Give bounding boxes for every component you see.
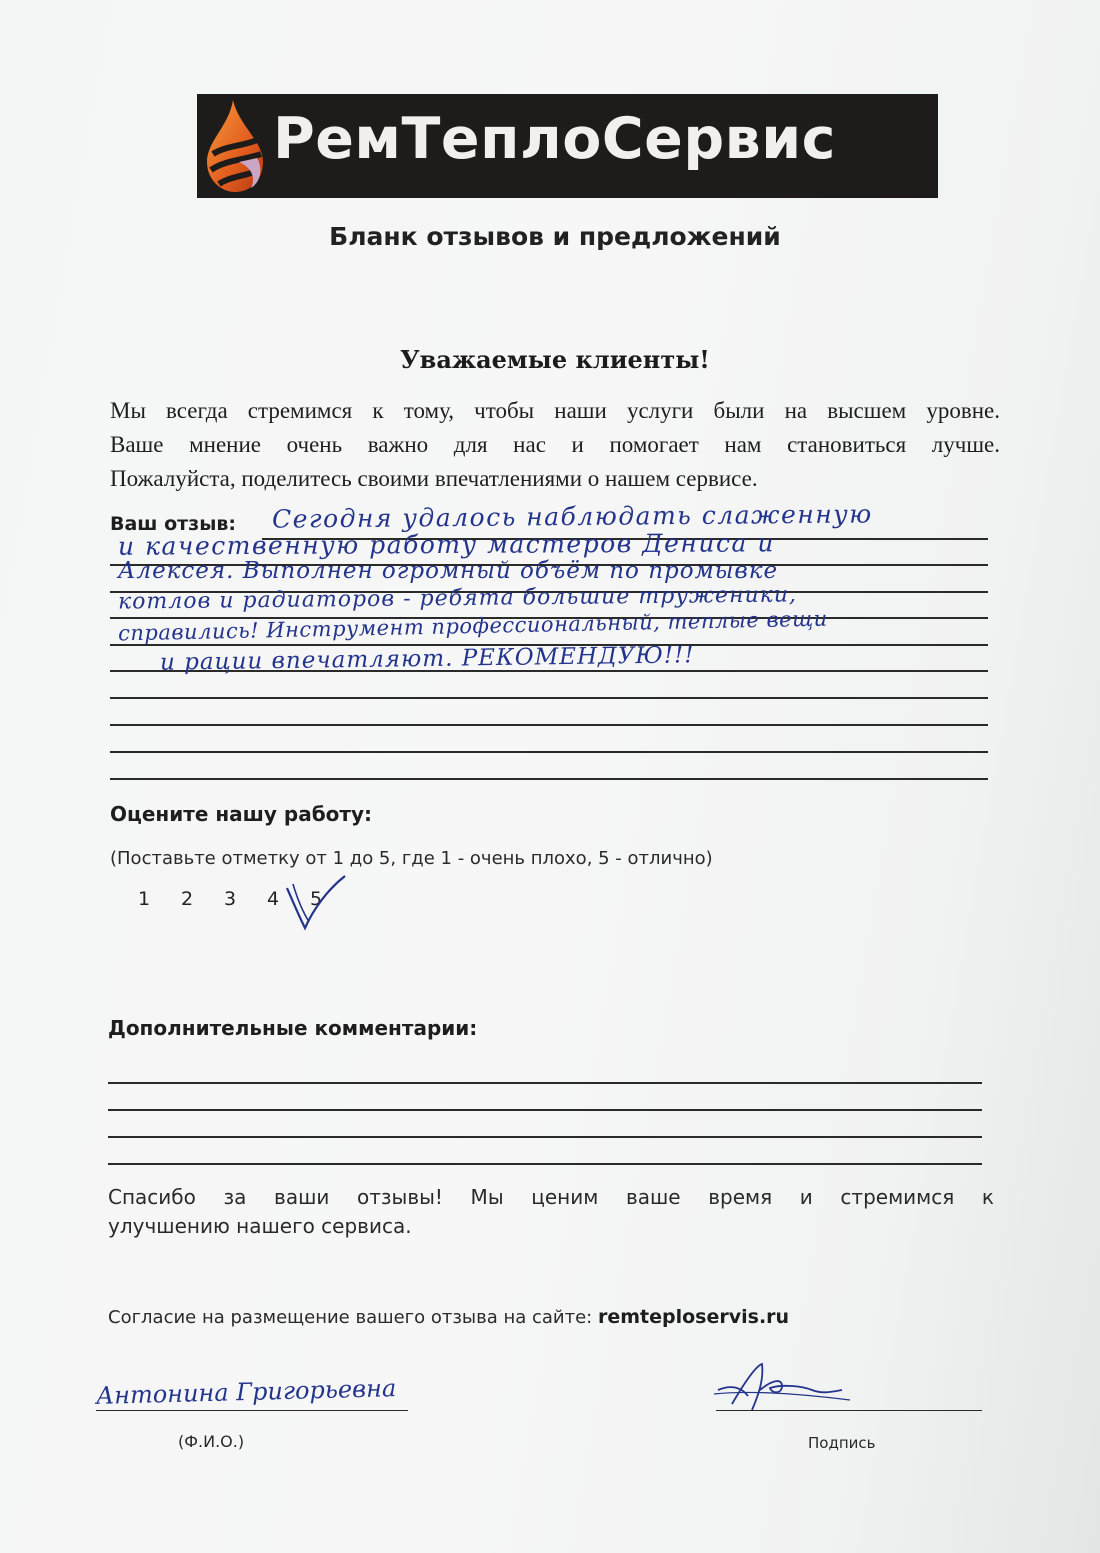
rating-hint: (Поставьте отметку от 1 до 5, где 1 - очень плохо, 5 - отлично) [110,848,713,869]
handwritten-review-line: и рации впечатляют. РЕКОМЕНДУЮ!!! [159,642,695,676]
thanks-line-2: улучшению нашего сервиса. [108,1214,412,1238]
comment-line-4 [108,1163,982,1165]
review-label: Ваш отзыв: [110,513,237,535]
rating-option-3[interactable]: 3 [224,888,237,910]
comments-title: Дополнительные комментарии: [108,1016,478,1040]
comment-line-2 [108,1109,982,1111]
intro-line-3: Пожалуйста, поделитесь своими впечатлениями о нашем сервисе. [110,466,758,491]
flame-drop-icon [199,96,269,196]
handwritten-review-line: Алексея. Выполнен огромный объём по промывке [118,558,779,584]
comment-line-1 [108,1082,982,1084]
signature-line [716,1410,982,1411]
review-line-9 [110,751,988,753]
rating-title: Оцените нашу работу: [110,802,373,826]
consent-text: Согласие на размещение вашего отзыва на сайте: [108,1307,593,1328]
handwritten-review-line: и качественную работу мастеров Дениса и [117,528,775,561]
review-line-7 [110,697,988,699]
logo-banner [197,94,938,198]
handwritten-review-line: Сегодня удалось наблюдать слаженную [271,499,873,534]
site-link[interactable]: remteploservis.ru [597,1306,790,1328]
consent-row [108,1306,789,1328]
review-line-8 [110,724,988,726]
form-title: Бланк отзывов и предложений [329,222,781,251]
handwritten-review-line: справились! Инструмент профессиональный, теплые вещи [117,606,828,646]
thanks-line-1: Спасибо за ваши отзывы! Мы ценим ваше время и стремимся к [108,1185,994,1209]
signature-label: Подпись [808,1434,876,1452]
intro-line-1: Мы всегда стремимся к тому, чтобы наши услуги были на высшем уровне. [110,398,1000,423]
checkmark-icon [283,872,349,934]
rating-option-2[interactable]: 2 [181,888,194,910]
greeting-heading: Уважаемые клиенты! [400,345,710,374]
rating-option-5[interactable]: 5 [310,888,323,910]
name-line [96,1410,408,1411]
rating-option-4[interactable]: 4 [267,888,280,910]
handwritten-review-line: котлов и радиаторов - ребята большие труженики, [117,582,798,615]
comment-line-3 [108,1136,982,1138]
rating-option-1[interactable]: 1 [138,888,151,910]
intro-line-2: Ваше мнение очень важно для нас и помогает нам становиться лучше. [110,432,1000,457]
handwritten-name: Антонина Григорьевна [95,1374,397,1410]
name-label: (Ф.И.О.) [178,1432,245,1451]
brand-name: РемТеплоСервис [273,106,836,172]
review-line-10 [110,778,988,780]
